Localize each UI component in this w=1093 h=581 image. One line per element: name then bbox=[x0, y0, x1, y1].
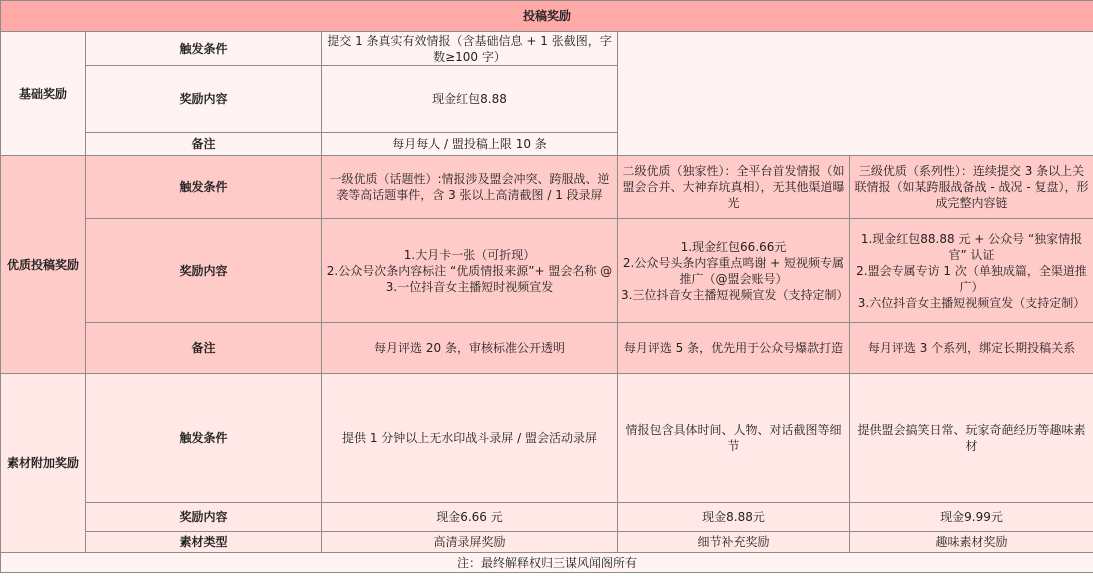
quality-tier1-note: 每月评选 20 条，审核标准公开透明 bbox=[322, 323, 618, 374]
material-item1-trigger: 提供 1 分钟以上无水印战斗录屏 / 盟会活动录屏 bbox=[322, 374, 618, 503]
basic-note-label: 备注 bbox=[86, 133, 322, 156]
material-item3-reward: 现金9.99元 bbox=[850, 503, 1093, 532]
material-item2-trigger: 情报包含具体时间、人物、对话截图等细节 bbox=[618, 374, 850, 503]
quality-tier1-trigger: 一级优质（话题性）:情报涉及盟会冲突、跨服战、逆袭等高话题事件，含 3 张以上高清截图 / 1 段录屏 bbox=[322, 156, 618, 219]
quality-tier3-reward bbox=[850, 219, 1093, 323]
quality-tier3-note: 每月评选 3 个系列，绑定长期投稿关系 bbox=[850, 323, 1093, 374]
reward-line: 1.现金红包88.88 元 + 公众号 “独家情报官” 认证 bbox=[860, 231, 1083, 262]
reward-line: 2.公众号次条内容标注 “优质情报来源”+ 盟会名称 @ bbox=[326, 263, 613, 278]
material-item3-type: 趣味素材奖励 bbox=[850, 532, 1093, 553]
material-reward-content-label: 奖励内容 bbox=[86, 503, 322, 532]
quality-tier1-reward bbox=[322, 219, 618, 323]
material-trigger-label: 触发条件 bbox=[86, 374, 322, 503]
material-item3-trigger: 提供盟会搞笑日常、玩家奇葩经历等趣味素材 bbox=[850, 374, 1093, 503]
basic-reward-content: 现金红包8.88 bbox=[322, 66, 618, 133]
empty-area bbox=[618, 32, 1093, 156]
table-title: 投稿奖励 bbox=[1, 1, 1093, 32]
quality-trigger-label: 触发条件 bbox=[86, 156, 322, 219]
material-item2-reward: 现金8.88元 bbox=[618, 503, 850, 532]
material-item1-reward: 现金6.66 元 bbox=[322, 503, 618, 532]
material-item1-type: 高清录屏奖励 bbox=[322, 532, 618, 553]
reward-line: 2.盟会专属专访 1 次（单独成篇，全渠道推广） bbox=[856, 263, 1087, 294]
quality-reward-label: 优质投稿奖励 bbox=[1, 156, 86, 374]
reward-line: 1.现金红包66.66元 bbox=[680, 239, 787, 254]
footer-note: 注：最终解释权归三谋风闻阁所有 bbox=[1, 553, 1093, 573]
material-type-label: 素材类型 bbox=[86, 532, 322, 553]
reward-line: 1.大月卡一张（可折现） bbox=[403, 247, 536, 262]
basic-note-text: 每月每人 / 盟投稿上限 10 条 bbox=[322, 133, 618, 156]
basic-trigger-label: 触发条件 bbox=[86, 32, 322, 66]
basic-trigger-text: 提交 1 条真实有效情报（含基础信息 + 1 张截图，字数≥100 字） bbox=[322, 32, 618, 66]
material-item2-type: 细节补充奖励 bbox=[618, 532, 850, 553]
quality-note-label: 备注 bbox=[86, 323, 322, 374]
reward-line: 2.公众号头条内容重点鸣谢 + 短视频专属推广（@盟会账号） bbox=[622, 255, 845, 286]
reward-line: 3.一位抖音女主播短时视频宣发 bbox=[385, 279, 554, 294]
quality-tier2-note: 每月评选 5 条，优先用于公众号爆款打造 bbox=[618, 323, 850, 374]
quality-tier2-reward bbox=[618, 219, 850, 323]
reward-line: 3.三位抖音女主播短视频宣发（支持定制） bbox=[621, 287, 849, 302]
basic-reward-content-label: 奖励内容 bbox=[86, 66, 322, 133]
quality-tier3-trigger: 三级优质（系列性）：连续提交 3 条以上关联情报（如某跨服战备战 - 战况 - 复盘），形成完整内容链 bbox=[850, 156, 1093, 219]
quality-tier2-trigger: 二级优质（独家性）：全平台首发情报（如盟会合并、大神弃坑真相），无其他渠道曝光 bbox=[618, 156, 850, 219]
basic-reward-label: 基础奖励 bbox=[1, 32, 86, 156]
material-reward-label: 素材附加奖励 bbox=[1, 374, 86, 553]
reward-line: 3.六位抖音女主播短视频宣发（支持定制） bbox=[857, 295, 1086, 310]
quality-reward-content-label: 奖励内容 bbox=[86, 219, 322, 323]
